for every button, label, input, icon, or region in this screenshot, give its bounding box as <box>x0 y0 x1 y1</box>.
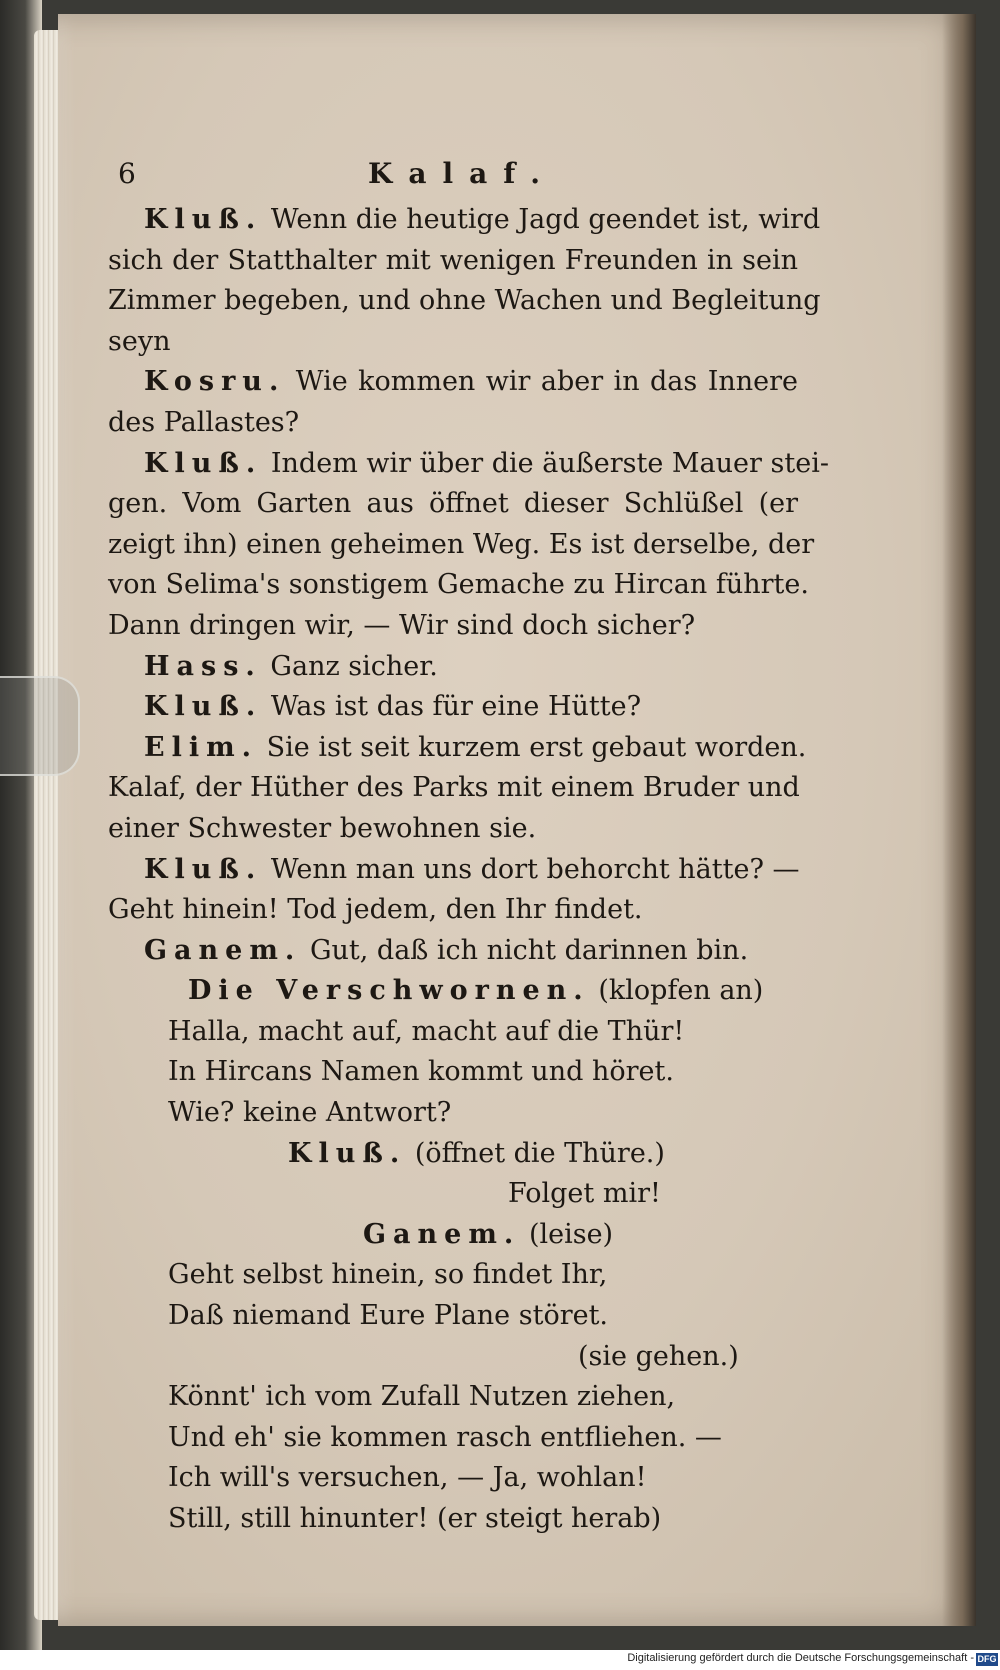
text-line: von Selima's sonstigem Gemache zu Hircan führte. <box>108 569 809 601</box>
book-gutter <box>942 14 976 1626</box>
text-line <box>108 931 798 972</box>
page-header <box>108 150 798 192</box>
speaker-name: Elim. <box>144 731 259 763</box>
verse-line: Ich will's versuchen, — Ja, wohlan! <box>168 1462 647 1494</box>
text-line: Dann dringen wir, — Wir sind doch sicher? <box>108 609 696 641</box>
speaker-name: Kluß. <box>288 1137 407 1169</box>
text-line: Zimmer begeben, und ohne Wachen und Begleitung <box>108 285 821 317</box>
dialogue-text: Wenn die heutige Jagd geendet ist, wird <box>270 204 821 235</box>
text-line <box>108 200 821 241</box>
text-line: zeigt ihn) einen geheimen Weg. Es ist derselbe, der <box>108 528 815 560</box>
text-line <box>108 362 798 403</box>
verse-line: Folget mir! <box>508 1178 661 1210</box>
verse-line: Könnt' ich vom Zufall Nutzen ziehen, <box>168 1381 676 1413</box>
dialogue-text: Was ist das für eine Hütte? <box>270 691 642 723</box>
dialogue-text: Sie ist seit kurzem erst gebaut worden. <box>266 731 807 763</box>
text-line: Kalaf, der Hüther des Parks mit einem Bruder und <box>108 772 800 804</box>
dialogue-text: Ganz sicher. <box>270 650 438 682</box>
text-line: einer Schwester bewohnen sie. <box>108 812 537 844</box>
text-line <box>108 971 798 1012</box>
verse-line: Wie? keine Antwort? <box>168 1097 452 1129</box>
page-text <box>108 150 829 1540</box>
verse-line: Daß niemand Eure Plane störet. <box>168 1300 609 1332</box>
text-line <box>108 1134 798 1175</box>
speaker-name: Die Verschwornen. <box>188 975 590 1007</box>
footer-bar <box>0 1650 1000 1670</box>
scanner-clip <box>0 676 80 776</box>
text-line: seyn <box>108 325 171 357</box>
verse-line: In Hircans Namen kommt und höret. <box>168 1056 674 1088</box>
dialogue-text: Wie kommen wir aber in das Innere <box>295 366 799 398</box>
speaker-name: Kluß. <box>144 447 263 479</box>
text-line <box>108 687 798 728</box>
dfg-logo: DFG <box>977 1654 997 1664</box>
dialogue-text: Gut, daß ich nicht darinnen bin. <box>309 934 749 966</box>
speaker-name: Kosru. <box>144 366 286 398</box>
verse-line: Still, still hinunter! (er steigt herab) <box>168 1503 662 1534</box>
text-line <box>108 444 829 485</box>
page-number: 6 <box>118 157 136 190</box>
text-line: sich der Statthalter mit wenigen Freunden in sein <box>108 244 798 276</box>
speaker-name: Ganem. <box>363 1218 521 1250</box>
verse-line: Halla, macht auf, macht auf die Thür! <box>168 1015 685 1047</box>
running-title: Kalaf. <box>368 157 557 190</box>
stage-direction: (leise) <box>528 1218 614 1250</box>
text-line <box>108 728 807 769</box>
dialogue-text: Wenn man uns dort behorcht hätte? — <box>270 853 800 885</box>
stage-direction: (öffnet die Thüre.) <box>414 1137 665 1169</box>
text-line <box>108 850 798 891</box>
speaker-name: Kluß. <box>144 204 263 235</box>
text-line <box>108 647 798 688</box>
text-line: Geht hinein! Tod jedem, den Ihr findet. <box>108 894 643 926</box>
text-line <box>108 1215 798 1256</box>
text-line: des Pallastes? <box>108 406 300 438</box>
speaker-name: Ganem. <box>144 934 302 966</box>
verse-line: Geht selbst hinein, so findet Ihr, <box>168 1259 608 1291</box>
speaker-name: Kluß. <box>144 853 263 885</box>
funding-credit: Digitalisierung gefördert durch die Deutsche Forschungsgemeinschaft - <box>627 1652 974 1664</box>
stage-direction: (klopfen an) <box>598 975 764 1007</box>
stage-direction: (sie gehen.) <box>578 1340 739 1372</box>
speaker-name: Hass. <box>144 650 262 682</box>
speaker-name: Kluß. <box>144 691 263 723</box>
text-line: gen. Vom Garten aus öffnet dieser Schlüßel (er <box>108 488 798 520</box>
dialogue-text: Indem wir über die äußerste Mauer stei- <box>270 447 829 479</box>
verse-line: Und eh' sie kommen rasch entfliehen. — <box>168 1421 722 1453</box>
